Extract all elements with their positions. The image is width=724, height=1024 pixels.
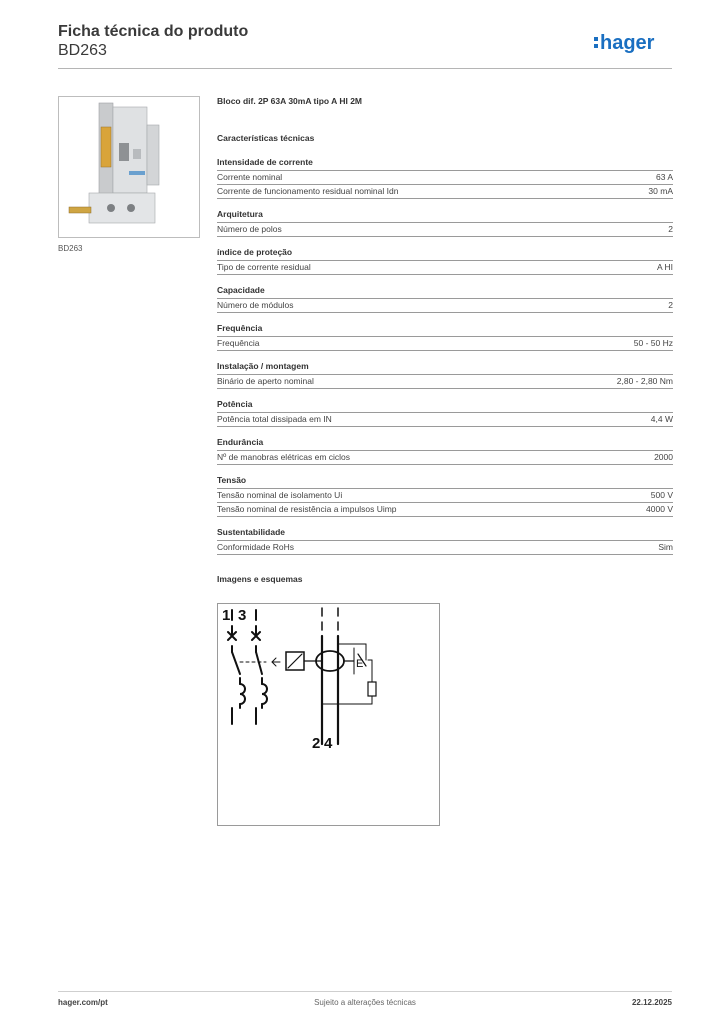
spec-value: 2,80 - 2,80 Nm bbox=[616, 376, 673, 386]
spec-label: Potência total dissipada em IN bbox=[217, 414, 332, 424]
spec-group-title: Capacidade bbox=[217, 285, 673, 299]
spec-group bbox=[217, 399, 673, 427]
terminal-label-3: 3 bbox=[238, 607, 247, 624]
circuit-schematic bbox=[218, 604, 439, 825]
spec-row bbox=[217, 223, 673, 237]
test-button-label: E bbox=[356, 658, 364, 670]
spec-label: Frequência bbox=[217, 338, 260, 348]
spec-value: 2 bbox=[668, 224, 673, 234]
terminal-label-4: 4 bbox=[324, 735, 333, 752]
spec-label: Tensão nominal de isolamento Ui bbox=[217, 490, 343, 500]
spec-row bbox=[217, 503, 673, 517]
spec-label: Tipo de corrente residual bbox=[217, 262, 311, 272]
spec-value: A HI bbox=[656, 262, 673, 272]
spec-label: Tensão nominal de resistência a impulsos Uimp bbox=[217, 504, 397, 514]
spec-value: 4000 V bbox=[646, 504, 673, 514]
spec-group bbox=[217, 247, 673, 275]
spec-row bbox=[217, 451, 673, 465]
product-photo bbox=[58, 96, 200, 238]
footer-divider bbox=[58, 991, 672, 992]
spec-group-title: Intensidade de corrente bbox=[217, 157, 673, 171]
spec-row bbox=[217, 337, 673, 351]
photo-caption: BD263 bbox=[58, 244, 83, 253]
spec-groups bbox=[217, 157, 673, 555]
spec-row bbox=[217, 541, 673, 555]
spec-label: Binário de aperto nominal bbox=[217, 376, 314, 386]
footer-website[interactable]: hager.com/pt bbox=[58, 998, 108, 1007]
spec-group-title: índice de proteção bbox=[217, 247, 673, 261]
spec-group-title: Tensão bbox=[217, 475, 673, 489]
spec-group-title: Endurância bbox=[217, 437, 673, 451]
product-photo-illustration bbox=[59, 97, 199, 237]
logo-dot-top bbox=[594, 37, 598, 41]
logo-dot-bottom bbox=[594, 44, 598, 48]
spec-row bbox=[217, 489, 673, 503]
spec-group bbox=[217, 527, 673, 555]
spec-group bbox=[217, 437, 673, 465]
terminal-label-2: 2 bbox=[312, 735, 321, 752]
spec-group bbox=[217, 285, 673, 313]
spec-value: Sim bbox=[658, 542, 673, 552]
header-divider bbox=[58, 68, 672, 69]
spec-label: Nº de manobras elétricas em ciclos bbox=[217, 452, 351, 462]
page-title: Ficha técnica do produto bbox=[58, 23, 249, 40]
spec-label: Corrente nominal bbox=[217, 172, 283, 182]
terminal-label-1: 1 bbox=[222, 607, 231, 624]
spec-row bbox=[217, 375, 673, 389]
spec-group bbox=[217, 361, 673, 389]
images-heading: Imagens e esquemas bbox=[217, 574, 303, 584]
characteristics-heading: Características técnicas bbox=[217, 133, 315, 143]
spec-value: 2000 bbox=[654, 452, 673, 462]
spec-row bbox=[217, 171, 673, 185]
spec-group-title: Instalação / montagem bbox=[217, 361, 673, 375]
spec-row bbox=[217, 299, 673, 313]
wiring-diagram bbox=[217, 603, 440, 826]
specifications bbox=[217, 96, 673, 588]
spec-value: 50 - 50 Hz bbox=[633, 338, 673, 348]
footer-date: 22.12.2025 bbox=[631, 998, 672, 1007]
spec-group-title: Frequência bbox=[217, 323, 673, 337]
spec-row bbox=[217, 185, 673, 199]
spec-value: 2 bbox=[668, 300, 673, 310]
spec-group bbox=[217, 209, 673, 237]
spec-value: 4,4 W bbox=[650, 414, 673, 424]
spec-group-title: Arquitetura bbox=[217, 209, 673, 223]
spec-row bbox=[217, 261, 673, 275]
spec-label: Corrente de funcionamento residual nominal Idn bbox=[217, 186, 399, 196]
spec-group bbox=[217, 475, 673, 517]
logo-text: hager bbox=[600, 32, 655, 54]
spec-row bbox=[217, 413, 673, 427]
spec-value: 500 V bbox=[650, 490, 673, 500]
spec-group-title: Sustentabilidade bbox=[217, 527, 673, 541]
spec-group bbox=[217, 323, 673, 351]
product-code: BD263 bbox=[58, 42, 107, 59]
hager-logo bbox=[594, 28, 672, 58]
spec-label: Número de módulos bbox=[217, 300, 294, 310]
spec-group-title: Potência bbox=[217, 399, 673, 413]
product-name: Bloco dif. 2P 63A 30mA tipo A HI 2M bbox=[217, 96, 362, 106]
footer-notice: Sujeito a alterações técnicas bbox=[314, 998, 416, 1007]
title-block bbox=[58, 22, 248, 60]
spec-value: 63 A bbox=[655, 172, 673, 182]
spec-group bbox=[217, 157, 673, 199]
spec-label: Conformidade RoHs bbox=[217, 542, 295, 552]
spec-value: 30 mA bbox=[648, 186, 673, 196]
spec-label: Número de polos bbox=[217, 224, 282, 234]
